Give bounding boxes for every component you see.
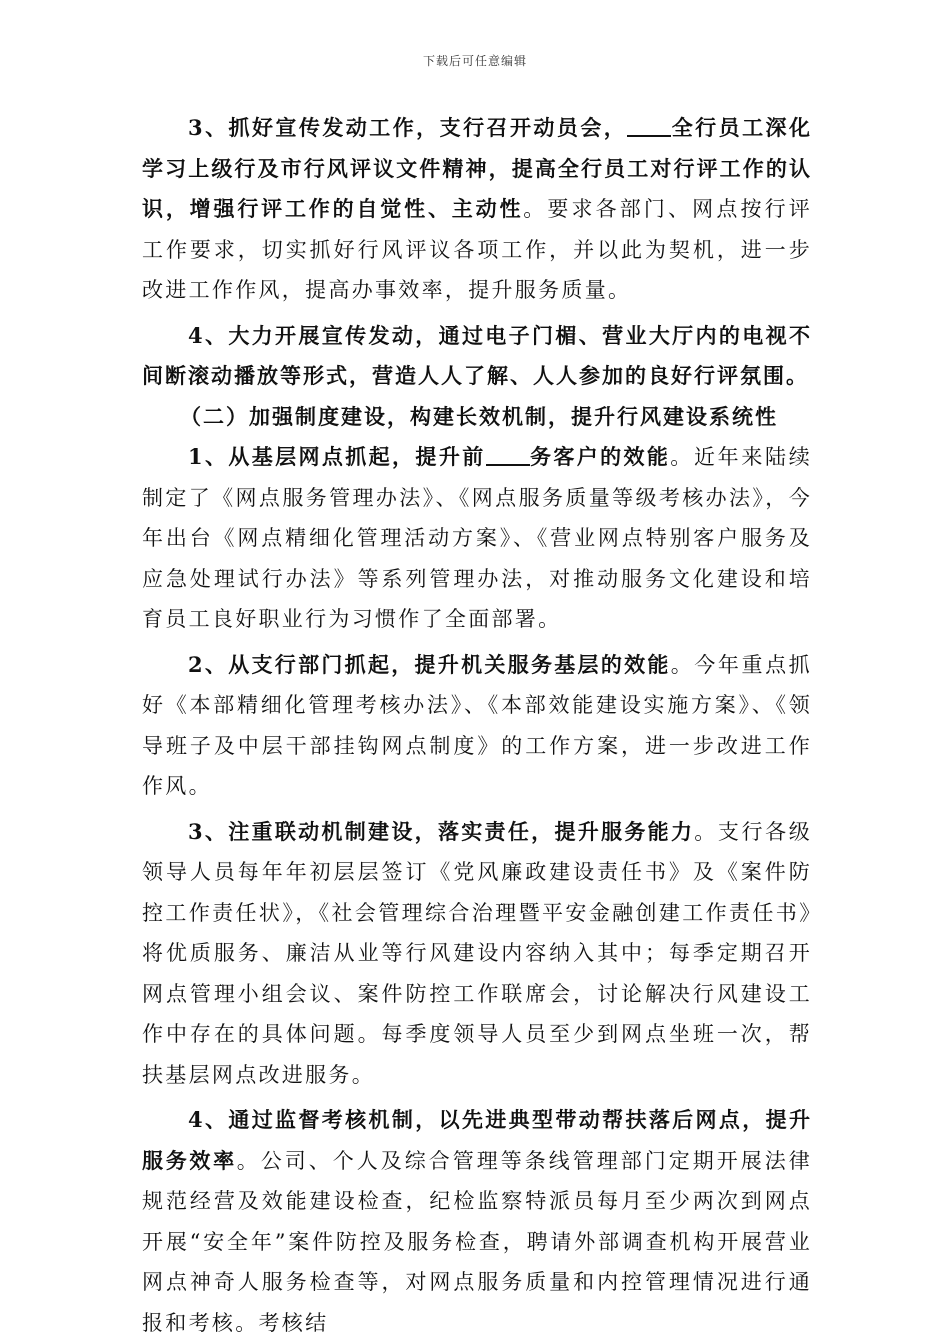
body-text: 。公司、个人及综合管理等条线管理部门定期开展法律规范经营及效能建设检查，纪检监察特派员每月至少两次到网点开展“安全年”案件防控及服务检查，聘请外部调查机构开展营业网点神奇人服务检查等，对网点服务质量和内控管理情况进行通报和考核。考核结 — [142, 1148, 813, 1335]
bold-lead: 3、抓好宣传发动工作，支行召开动员会， — [188, 115, 628, 140]
bold-lead: 1、从基层网点抓起，提升前 — [188, 444, 486, 469]
body-text: 。要求各部门、网点按行评工作要求，切实抓好行风评议各项工作，并以此为契机，进一步改进工作作风，提高办事效率，提升服务质量。 — [142, 197, 813, 302]
paragraph-grassroots-outlets — [142, 437, 812, 640]
blank-underline — [627, 115, 671, 137]
paragraph-publicity-work — [142, 108, 812, 311]
bold-lead: 2、从支行部门抓起，提升机关服务基层的效能 — [188, 651, 671, 677]
bold-lead: 3、注重联动机制建设，落实责任，提升服务能力 — [188, 818, 695, 844]
bold-lead: 4、大力开展宣传发动，通过电子门楣、营业大厅内的电视不间断滚动播放等形式，营造人人了解、人人参加的良好行评氛围。 — [142, 322, 812, 388]
body-text: 。今年重点抓好《本部精细化管理考核办法》、《本部效能建设实施方案》、《领导班子及中层干部挂钩网点制度》的工作方案，进一步改进工作作风。 — [142, 652, 812, 798]
page-header: 下载后可任意编辑 — [422, 54, 527, 68]
paragraph-branch-departments — [142, 645, 812, 807]
bold-lead: 4、通过监督考核机制，以先进典型带动帮扶落后网点，提升服务效率 — [142, 1107, 812, 1173]
body-text: 。近年来陆续制定了《网点服务管理办法》、《网点服务质量等级考核办法》，今年出台《网点精细化管理活动方案》、《营业网点特别客户服务及应急处理试行办法》等系列管理办法，对推动服务文化建设和培育员工良好职业行为习惯作了全面部署。 — [142, 445, 812, 631]
blank-underline — [486, 444, 530, 466]
paragraph-supervision-assessment — [142, 1100, 812, 1343]
paragraph-publicity-campaign — [142, 316, 812, 397]
bold-lead: 全行员工深化学习上级行及市行风评议文件精神，提高全行员工对行评工作的认识，增强行评工作的自觉性、主动性 — [142, 115, 812, 221]
body-text: 。支行各级领导人员每年年初层层签订《党风廉政建设责任书》及《案件防控工作责任状》，《社会管理综合治理暨平安金融创建工作责任书》将优质服务、廉洁从业等行风建设内容纳入其中；每季定期召开网点管理小组会议、案件防控工作联席会，讨论解决行风建设工作中存在的具体问题。每季度领导人员至少到网点坐班一次，帮扶基层网点改进服务。 — [142, 819, 812, 1087]
bold-lead: 务客户的效能 — [529, 444, 671, 469]
paragraph-linkage-mechanism — [142, 812, 812, 1096]
document-body — [142, 108, 812, 1343]
section-heading: （二）加强制度建设，构建长效机制，提升行风建设系统性 — [180, 403, 778, 429]
